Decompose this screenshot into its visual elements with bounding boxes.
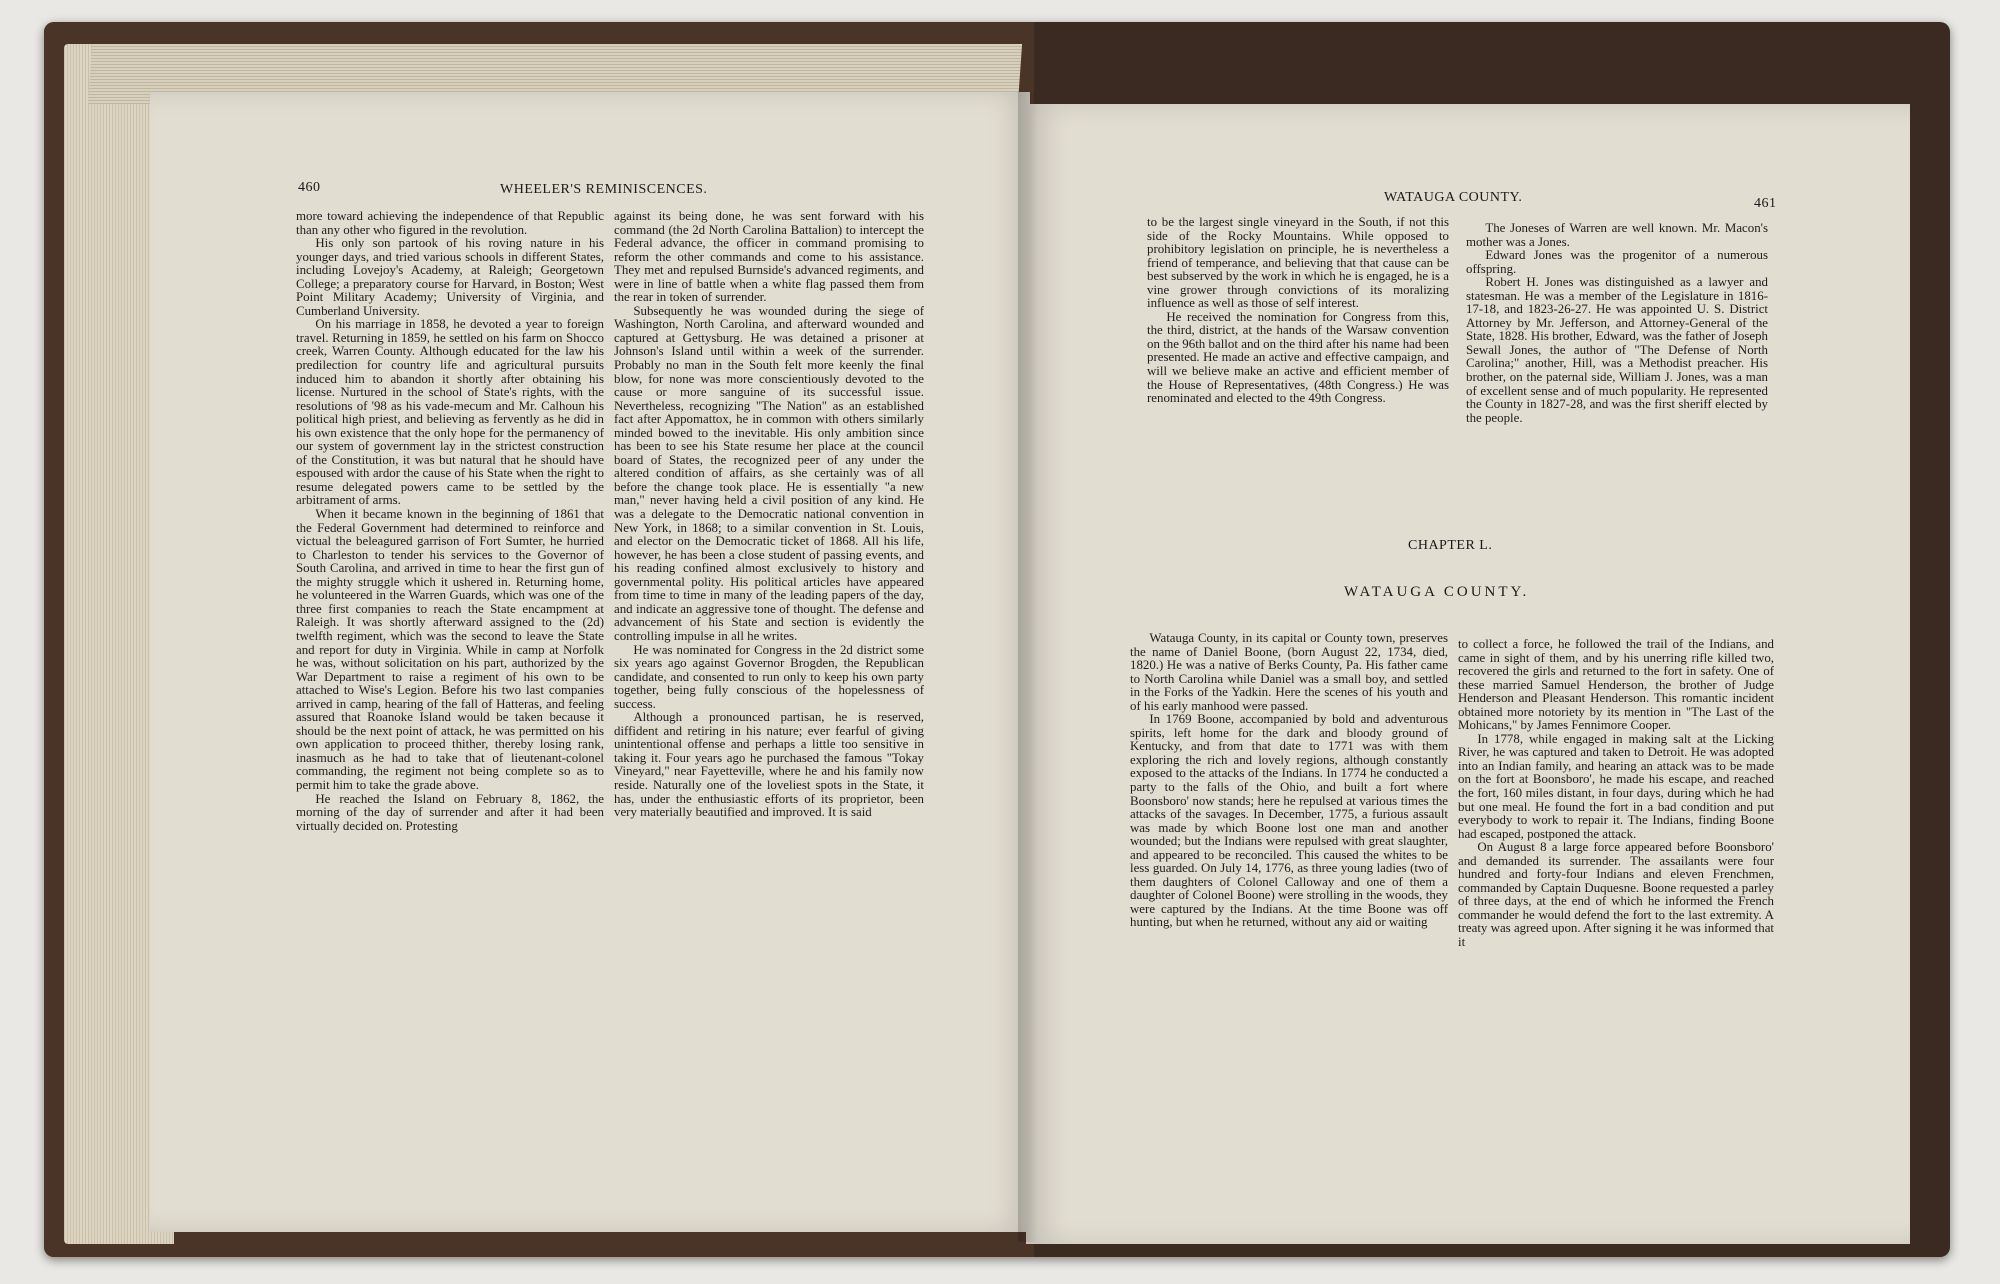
paragraph: When it became known in the beginning of 1861 that the Federal Government had determined to reinforce and victual the beleagured garrison of Fort Sumter, he hurried to Charleston to tender his services to the Governor of South Carolina, and arrived in time to hear the first gun of the mighty struggle which it ushered in. Returning home, he volunteered in the Warren Guards, which was one of the three first companies to reach the State encampment at Raleigh. It was shortly afterward assigned to the (2d) twelfth regiment, which was the second to leave the State and report for duty in Virginia. While in camp at Norfolk he was, without solicitation on his part, authorized by the War Department to raise a regiment of his own to be attached to Wise's Legion. Before his two last companies arrived in camp, hearing of the fall of Hatteras, and feeling assured that Roanoke Island would be taken because it should be the next point of attack, he was permitted on his own application to proceed thither, thereby losing rank, inasmuch as he had to take that of lieutenant-colonel commanding, the regiment not being complete so as to permit him to take the grade above.: [296, 507, 604, 792]
right-bottom-column-1: [1130, 632, 1448, 1167]
left-page: [150, 92, 1030, 1232]
paragraph: On August 8 a large force appeared before Boonsboro' and demanded its surrender. The assailants were four hundred and forty-four Indians and eleven Frenchmen, commanded by Captain Duquesne. Boone requested a parley of three days, at the end of which he informed the French commander he would defend the fort to the last extremity. A treaty was agreed upon. After signing it he was informed that it: [1458, 840, 1774, 950]
paragraph: Edward Jones was the progenitor of a numerous offspring.: [1466, 248, 1768, 276]
paragraph: against its being done, he was sent forward with his command (the 2d North Carolina Battalion) to intercept the Federal advance, the officer in command promising to reform the other commands and come to his assistance. They met and repulsed Burnside's advanced regiments, and were in line of battle when a white flag passed them from the rear in token of surrender.: [614, 210, 924, 305]
paragraph: to collect a force, he followed the trail of the Indians, and came in sight of them, and by his unerring rifle killed two, recovered the girls and returned to the fort in safety. One of these married Samuel Henderson, the brother of Judge Henderson and Pleasant Henderson. This romantic incident obtained more notoriety by its mention in "The Last of the Mohicans," by James Fennimore Cooper.: [1458, 638, 1774, 733]
paragraph: He was nominated for Congress in the 2d district some six years ago against Governor Brogden, the Republican candidate, and consented to run only to keep his own party together, being fully conscious of the hopelessness of success.: [614, 642, 924, 711]
paragraph: Subsequently he was wounded during the siege of Washington, North Carolina, and afterward wounded and captured at Gettysburg. He was detained a prisoner at Johnson's Island until within a week of the surrender. Probably no man in the South felt more keenly the final blow, for none was more conscientiously devoted to the cause or more sanguine of its successful issue. Nevertheless, recognizing "The Nation" as an established fact after Appomattox, he in common with others similarly minded bowed to the inevitable. His only ambition since has been to see his State resume her place at the council board of States, the recognized peer of any under the altered condition of affairs, as she certainly was of all before the change took place. He is essentially "a new man," never having held a civil position of any kind. He was a delegate to the Democratic national convention in New York, in 1868; to a similar convention in St. Louis, and elector on the Democratic ticket of 1868. All his life, however, he has been a close student of passing events, and his reading confined almost exclusively to history and governmental polity. His political articles have appeared from time to time in many of the leading papers of the day, and indicate an aggressive tone of thought. The defense and advancement of his State and section is evidently the controlling impulse in all he writes.: [614, 303, 924, 643]
paragraph: He received the nomination for Congress from this, the third, district, at the hands of the Warsaw convention on the 96th ballot and on the third after his name had been presented. He made an active and effective campaign, and will we believe make an active and efficient member of the House of Representatives, (48th Congress.) He was renominated and elected to the 49th Congress.: [1147, 309, 1449, 406]
paragraph: In 1769 Boone, accompanied by bold and adventurous spirits, left home for the dark and bloody ground of Kentucky, and from that date to 1771 was with them exploring the rich and lovely regions, although constantly exposed to the attacks of the Indians. In 1774 he conducted a party to the falls of the Ohio, and built a fort where Boonsboro' now stands; here he repulsed at various times the attacks of the savages. In December, 1775, a furious assault was made by which Boone lost one man and another wounded; but the Indians were repulsed with great slaughter, and appeared to be reconciled. This caused the whites to be less guarded. On July 14, 1776, as three young ladies (two of them daughters of Colonel Calloway and one of them a daughter of Colonel Boone) were strolling in the woods, they were captured by the Indians. At the time Boone was off hunting, but when he returned, without any aid or waiting: [1130, 712, 1448, 930]
chapter-number: CHAPTER L.: [1408, 538, 1493, 553]
right-bottom-column-2: [1458, 638, 1774, 1173]
left-running-head: WHEELER'S REMINISCENCES.: [500, 182, 708, 197]
left-page-number: 460: [298, 180, 321, 195]
paragraph: more toward achieving the independence of that Republic than any other who figured in the revolution.: [296, 210, 604, 237]
right-top-column-1: [1147, 216, 1449, 476]
paragraph: His only son partook of his roving nature in his younger days, and tried various schools in different States, including Lovejoy's Academy, at Raleigh; Georgetown College; a preparatory course for Harvard, in Boston; West Point Military Academy; University of Virginia, and Cumberland University.: [296, 236, 604, 318]
book-gutter: [1018, 92, 1038, 1242]
paragraph: Watauga County, in its capital or County town, preserves the name of Daniel Boone, (born August 22, 1734, died, 1820.) He was a native of Berks County, Pa. His father came to North Carolina while Daniel was a small boy, and settled in the Forks of the Yadkin. Here the scenes of his youth and of his early manhood were passed.: [1130, 632, 1448, 713]
paragraph: to be the largest single vineyard in the South, if not this side of the Rocky Mountains. While opposed to prohibitory legislation on principle, he is nevertheless a friend of temperance, and believing that that cause can be best subserved by the work in which he is engaged, he is a vine grower through convictions of its moralizing influence as well as those of self interest.: [1147, 216, 1449, 311]
right-top-column-2: [1466, 222, 1768, 482]
right-running-head: WATAUGA COUNTY.: [1384, 190, 1523, 205]
left-column-1: [296, 210, 604, 1130]
paragraph: The Joneses of Warren are well known. Mr. Macon's mother was a Jones.: [1466, 222, 1768, 249]
chapter-title: WATAUGA COUNTY.: [1344, 584, 1530, 600]
paragraph: He reached the Island on February 8, 1862, the morning of the day of surrender and after it had been virtually decided on. Protesting: [296, 791, 604, 833]
paragraph: Although a pronounced partisan, he is reserved, diffident and retiring in his nature; ever fearful of giving unintentional offense and perhaps a little too sensitive in taking it. Four years ago he purchased the famous "Tokay Vineyard," near Fayetteville, where he and his family now reside. Naturally one of the loveliest spots in the State, it has, under the enthusiastic efforts of its proprietor, been very materially beautified and improved. It is said: [614, 710, 924, 820]
right-page-number: 461: [1754, 196, 1777, 211]
paragraph: Robert H. Jones was distinguished as a lawyer and statesman. He was a member of the Legislature in 1816-17-18, and 1823-26-27. He was appointed U. S. District Attorney by Mr. Jefferson, and Attorney-General of the State, 1828. His brother, Edward, was the father of Joseph Sewall Jones, the author of "The Defense of North Carolina;" another, Hill, was a Methodist preacher. His brother, on the paternal side, William J. Jones, was a man of excellent sense and of much popularity. He represented the County in 1827-28, and was the first sheriff elected by the people.: [1466, 275, 1768, 425]
left-column-2: [614, 210, 924, 1130]
paragraph: In 1778, while engaged in making salt at the Licking River, he was captured and taken to Detroit. He was adopted into an Indian family, and hearing an attack was to be made on the fort at Boonsboro', he made his escape, and reached the fort, 160 miles distant, in four days, during which he had but one meal. He found the fort in a bad condition and put everybody to work to repair it. The Indians, finding Boone had escaped, postponed the attack.: [1458, 731, 1774, 841]
right-page: [1026, 104, 1910, 1244]
paragraph: On his marriage in 1858, he devoted a year to foreign travel. Returning in 1859, he settled on his farm on Shocco creek, Warren County. Although educated for the law his predilection for country life and agricultural pursuits induced him to abandon it shortly after obtaining his license. Nurtured in the school of State's rights, with the resolutions of '98 as his vade-mecum and Mr. Calhoun his political high priest, and believing as fervently as he did in his own existence that the only hope for the permanency of our system of government lay in the strictest construction of the Constitution, it was but natural that he should have espoused with ardor the cause of his State when the right to resume delegated powers came to be settled by the arbitrament of arms.: [296, 317, 604, 508]
